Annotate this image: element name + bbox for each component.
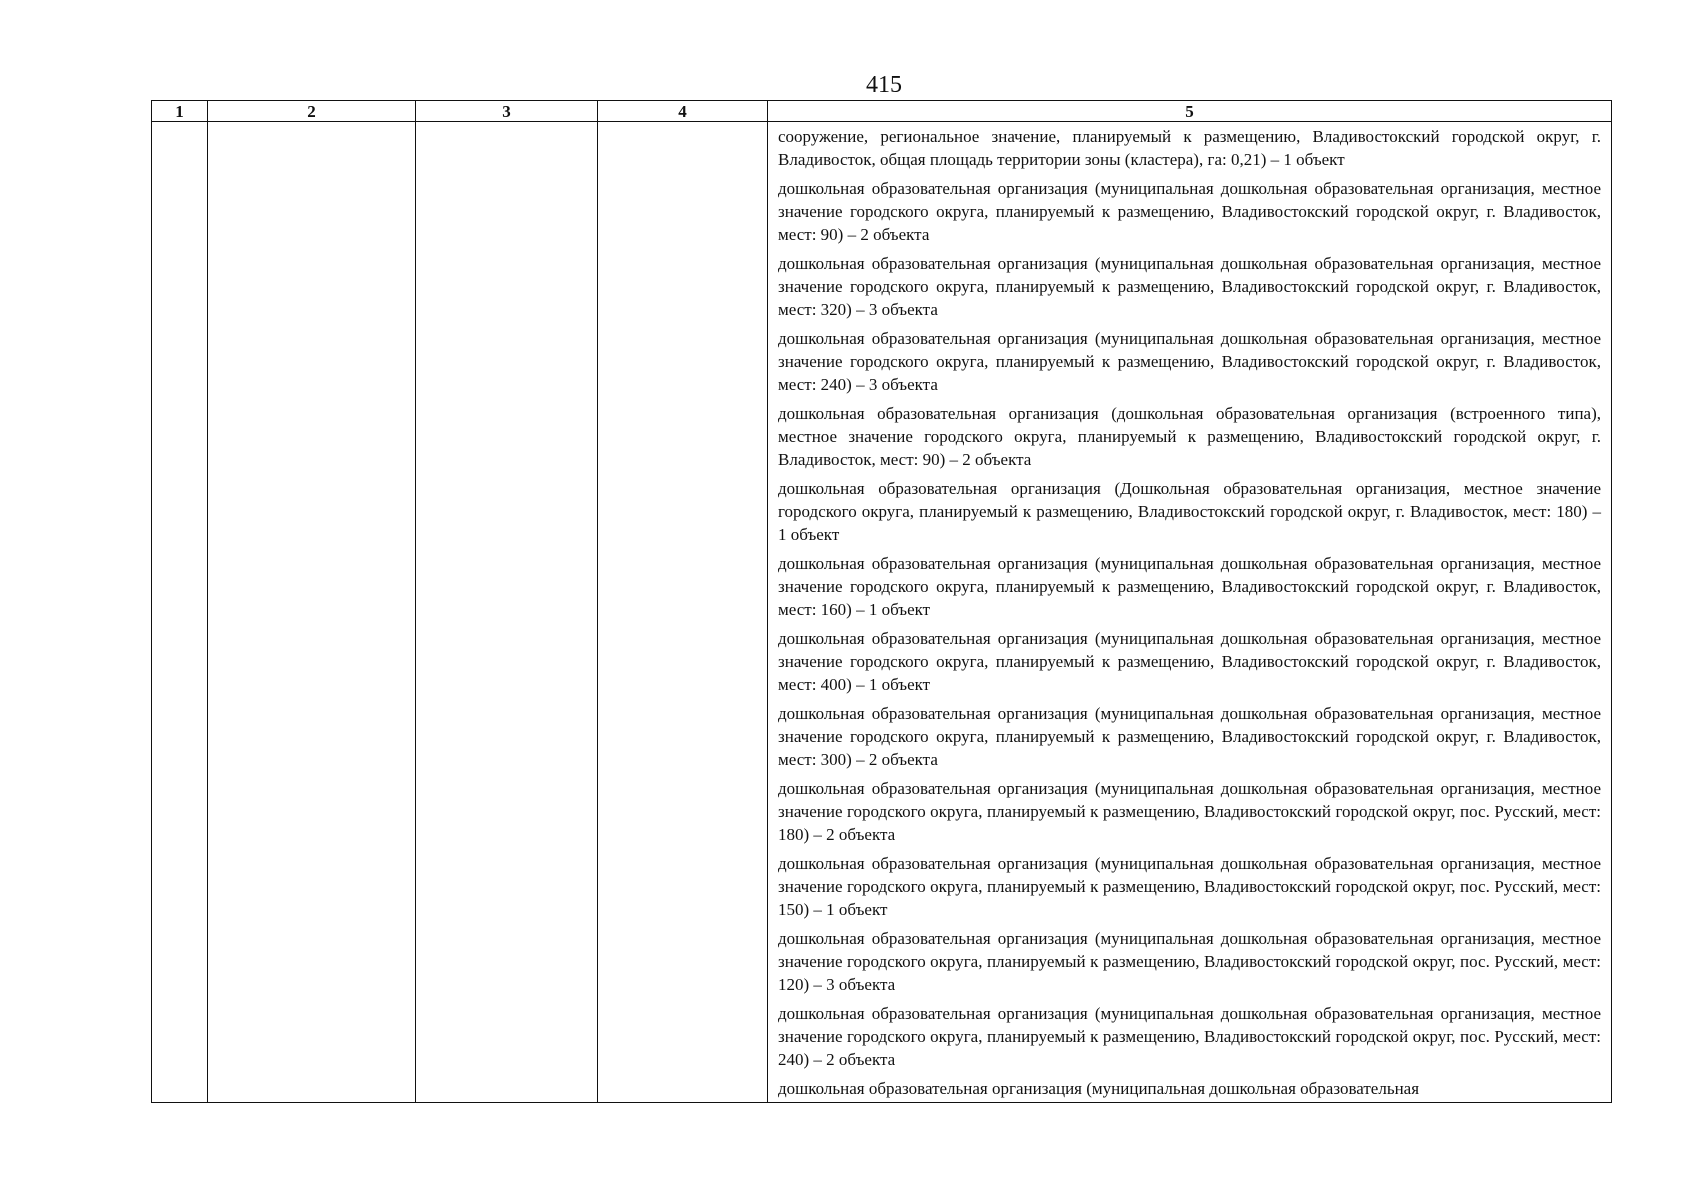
- list-item: дошкольная образовательная организация (муниципальная дошкольная образовательная организация, местное значение городского округа, планируемый к размещению, Владивостокский городской округ, пос. Русский, мест: 120) – 3 объекта: [778, 929, 1601, 994]
- list-item: дошкольная образовательная организация (муниципальная дошкольная образовательная организация, местное значение городского округа, планируемый к размещению, Владивостокский городской округ, г. Владивосток, мест: 400) – 1 объект: [778, 629, 1601, 694]
- column-header-3: 3: [416, 101, 598, 122]
- column-header-5: 5: [768, 101, 1612, 122]
- cell-col-1: [152, 122, 208, 1103]
- cell-col-4: [598, 122, 768, 1103]
- list-item: дошкольная образовательная организация (муниципальная дошкольная образовательная организация, местное значение городского округа, планируемый к размещению, Владивостокский городской округ, г. Владивосток, мест: 90) – 2 объекта: [778, 179, 1601, 244]
- header-row: [152, 101, 1612, 122]
- column-header-2: 2: [208, 101, 416, 122]
- list-item: дошкольная образовательная организация (муниципальная дошкольная образовательная организация, местное значение городского округа, планируемый к размещению, Владивостокский городской округ, г. Владивосток, мест: 300) – 2 объекта: [778, 704, 1601, 769]
- list-item: дошкольная образовательная организация (муниципальная дошкольная образовательная организация, местное значение городского округа, планируемый к размещению, Владивостокский городской округ, г. Владивосток, мест: 240) – 3 объекта: [778, 329, 1601, 394]
- list-item: дошкольная образовательная организация (муниципальная дошкольная образовательная организация, местное значение городского округа, планируемый к размещению, Владивостокский городской округ, пос. Русский, мест: 180) – 2 объекта: [778, 779, 1601, 844]
- column-header-1: 1: [152, 101, 208, 122]
- list-item: дошкольная образовательная организация (муниципальная дошкольная образовательная организация, местное значение городского округа, планируемый к размещению, Владивостокский городской округ, пос. Русский, мест: 240) – 2 объекта: [778, 1004, 1601, 1069]
- list-item: дошкольная образовательная организация (муниципальная дошкольная образовательная организация, местное значение городского округа, планируемый к размещению, Владивостокский городской округ, пос. Русский, мест: 150) – 1 объект: [778, 854, 1601, 919]
- list-item: дошкольная образовательная организация (дошкольная образовательная организация (встроенного типа), местное значение городского округа, планируемый к размещению, Владивостокский городской округ, г. Владивосток, мест: 90) – 2 объекта: [778, 404, 1601, 469]
- list-item: дошкольная образовательная организация (муниципальная дошкольная образовательная организация, местное значение городского округа, планируемый к размещению, Владивостокский городской округ, г. Владивосток, мест: 160) – 1 объект: [778, 554, 1601, 619]
- list-item: дошкольная образовательная организация (муниципальная дошкольная образовательная: [778, 1079, 1420, 1098]
- list-item: сооружение, региональное значение, планируемый к размещению, Владивостокский городской округ, г. Владивосток, общая площадь территории зоны (кластера), га: 0,21) – 1 объект: [778, 127, 1601, 169]
- cell-col-5: [768, 122, 1612, 1103]
- page-number: 415: [866, 72, 902, 98]
- cell-col-3: [416, 122, 598, 1103]
- document-table: [151, 100, 1612, 1103]
- entries-list: [768, 122, 1611, 1102]
- table-row: [152, 122, 1612, 1103]
- list-item: дошкольная образовательная организация (муниципальная дошкольная образовательная организация, местное значение городского округа, планируемый к размещению, Владивостокский городской округ, г. Владивосток, мест: 320) – 3 объекта: [778, 254, 1601, 319]
- list-item: дошкольная образовательная организация (Дошкольная образовательная организация, местное значение городского округа, планируемый к размещению, Владивостокский городской округ, г. Владивосток, мест: 180) – 1 объект: [778, 479, 1601, 544]
- cell-col-2: [208, 122, 416, 1103]
- column-header-4: 4: [598, 101, 768, 122]
